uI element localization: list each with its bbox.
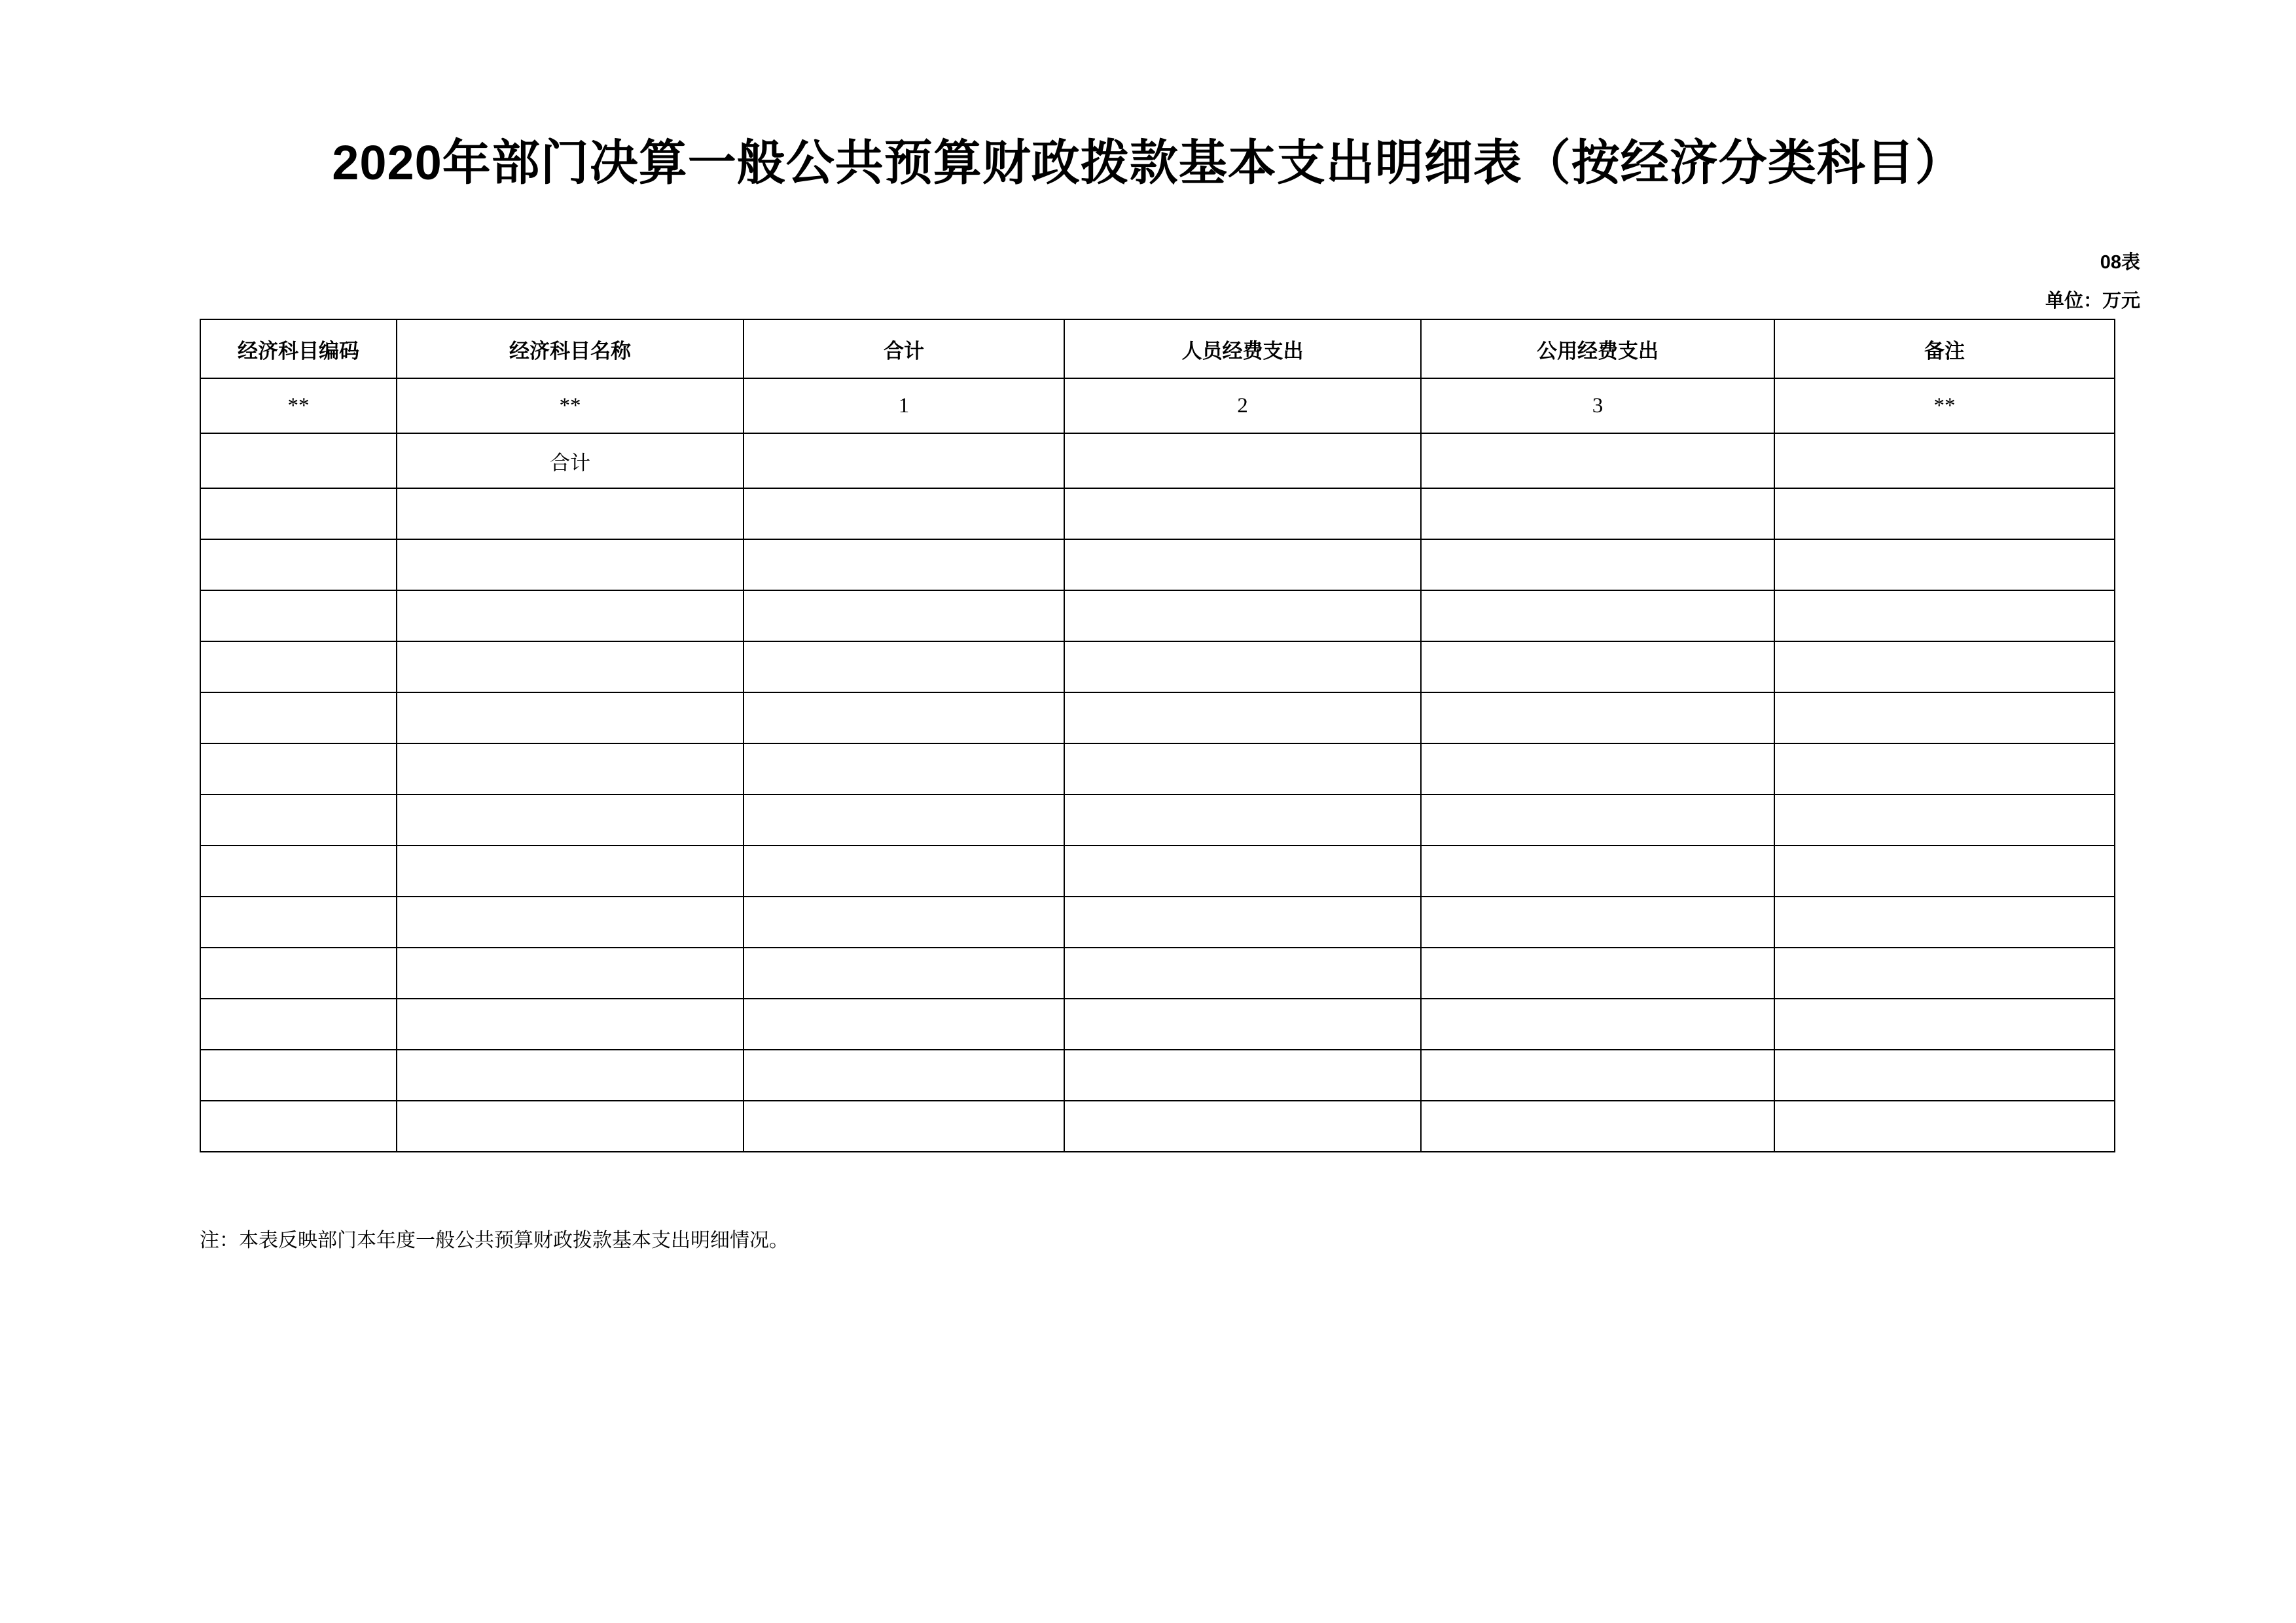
cell-personnel	[1064, 539, 1421, 590]
cell-personnel	[1064, 897, 1421, 948]
page-title: 2020年部门决算一般公共预算财政拨款基本支出明细表（按经济分类科目）	[332, 135, 1964, 190]
numbering-cell-remark: **	[1774, 378, 2115, 433]
cell-code	[200, 948, 397, 999]
cell-total	[744, 794, 1064, 846]
cell-remark	[1774, 1101, 2115, 1152]
cell-personnel	[1064, 794, 1421, 846]
table-row	[200, 846, 2115, 897]
header-cell-personnel: 人员经费支出	[1064, 319, 1421, 378]
table-row	[200, 948, 2115, 999]
cell-code	[200, 846, 397, 897]
cell-code	[200, 999, 397, 1050]
cell-code	[200, 641, 397, 692]
budget-expenditure-table	[200, 319, 2115, 1152]
cell-total	[744, 692, 1064, 743]
cell-public	[1421, 590, 1774, 641]
table-row	[200, 590, 2115, 641]
cell-personnel	[1064, 641, 1421, 692]
cell-name	[397, 897, 744, 948]
cell-name	[397, 743, 744, 794]
table-footnote: 注：本表反映部门本年度一般公共预算财政拨款基本支出明细情况。	[200, 1230, 789, 1251]
total-cell-total	[744, 433, 1064, 488]
table-row	[200, 743, 2115, 794]
cell-code	[200, 590, 397, 641]
header-cell-total: 合计	[744, 319, 1064, 378]
cell-code	[200, 539, 397, 590]
table-row	[200, 794, 2115, 846]
table-row	[200, 641, 2115, 692]
header-cell-code: 经济科目编码	[200, 319, 397, 378]
cell-code	[200, 692, 397, 743]
cell-name	[397, 794, 744, 846]
table-row	[200, 692, 2115, 743]
cell-personnel	[1064, 948, 1421, 999]
cell-name	[397, 590, 744, 641]
cell-total	[744, 743, 1064, 794]
cell-public	[1421, 539, 1774, 590]
cell-code	[200, 488, 397, 539]
cell-name	[397, 539, 744, 590]
cell-remark	[1774, 539, 2115, 590]
cell-remark	[1774, 692, 2115, 743]
cell-personnel	[1064, 846, 1421, 897]
cell-total	[744, 948, 1064, 999]
header-cell-public: 公用经费支出	[1421, 319, 1774, 378]
cell-name	[397, 641, 744, 692]
cell-public	[1421, 1050, 1774, 1101]
cell-public	[1421, 692, 1774, 743]
cell-public	[1421, 897, 1774, 948]
cell-public	[1421, 794, 1774, 846]
numbering-cell-code: **	[200, 378, 397, 433]
cell-total	[744, 1101, 1064, 1152]
cell-name	[397, 692, 744, 743]
table-number-label: 08表	[2100, 252, 2140, 273]
cell-remark	[1774, 897, 2115, 948]
numbering-cell-personnel: 2	[1064, 378, 1421, 433]
total-cell-remark	[1774, 433, 2115, 488]
cell-code	[200, 897, 397, 948]
cell-personnel	[1064, 743, 1421, 794]
total-cell-public	[1421, 433, 1774, 488]
cell-public	[1421, 948, 1774, 999]
table-row	[200, 488, 2115, 539]
cell-name	[397, 1050, 744, 1101]
table-row	[200, 999, 2115, 1050]
table-numbering-row	[200, 378, 2115, 433]
unit-label: 单位：万元	[2045, 291, 2140, 312]
cell-code	[200, 1050, 397, 1101]
cell-personnel	[1064, 692, 1421, 743]
cell-total	[744, 488, 1064, 539]
cell-name	[397, 1101, 744, 1152]
total-cell-code	[200, 433, 397, 488]
total-cell-personnel	[1064, 433, 1421, 488]
cell-code	[200, 1101, 397, 1152]
cell-remark	[1774, 794, 2115, 846]
cell-total	[744, 539, 1064, 590]
cell-personnel	[1064, 1101, 1421, 1152]
cell-public	[1421, 846, 1774, 897]
cell-remark	[1774, 488, 2115, 539]
cell-code	[200, 794, 397, 846]
header-cell-name: 经济科目名称	[397, 319, 744, 378]
table-row	[200, 897, 2115, 948]
cell-remark	[1774, 1050, 2115, 1101]
cell-public	[1421, 999, 1774, 1050]
cell-personnel	[1064, 999, 1421, 1050]
table-row	[200, 539, 2115, 590]
cell-personnel	[1064, 1050, 1421, 1101]
table-row-total	[200, 433, 2115, 488]
cell-name	[397, 488, 744, 539]
header-cell-remark: 备注	[1774, 319, 2115, 378]
cell-total	[744, 590, 1064, 641]
cell-total	[744, 897, 1064, 948]
total-cell-name: 合计	[397, 433, 744, 488]
table-row	[200, 1050, 2115, 1101]
cell-remark	[1774, 999, 2115, 1050]
cell-public	[1421, 743, 1774, 794]
table-row	[200, 1101, 2115, 1152]
cell-public	[1421, 1101, 1774, 1152]
cell-remark	[1774, 846, 2115, 897]
cell-total	[744, 999, 1064, 1050]
numbering-cell-public: 3	[1421, 378, 1774, 433]
cell-personnel	[1064, 488, 1421, 539]
cell-name	[397, 999, 744, 1050]
cell-remark	[1774, 641, 2115, 692]
cell-remark	[1774, 948, 2115, 999]
cell-name	[397, 948, 744, 999]
cell-personnel	[1064, 590, 1421, 641]
cell-remark	[1774, 590, 2115, 641]
cell-code	[200, 743, 397, 794]
cell-total	[744, 846, 1064, 897]
cell-remark	[1774, 743, 2115, 794]
table-header-row	[200, 319, 2115, 378]
cell-public	[1421, 488, 1774, 539]
cell-total	[744, 641, 1064, 692]
cell-total	[744, 1050, 1064, 1101]
numbering-cell-total: 1	[744, 378, 1064, 433]
cell-name	[397, 846, 744, 897]
numbering-cell-name: **	[397, 378, 744, 433]
cell-public	[1421, 641, 1774, 692]
